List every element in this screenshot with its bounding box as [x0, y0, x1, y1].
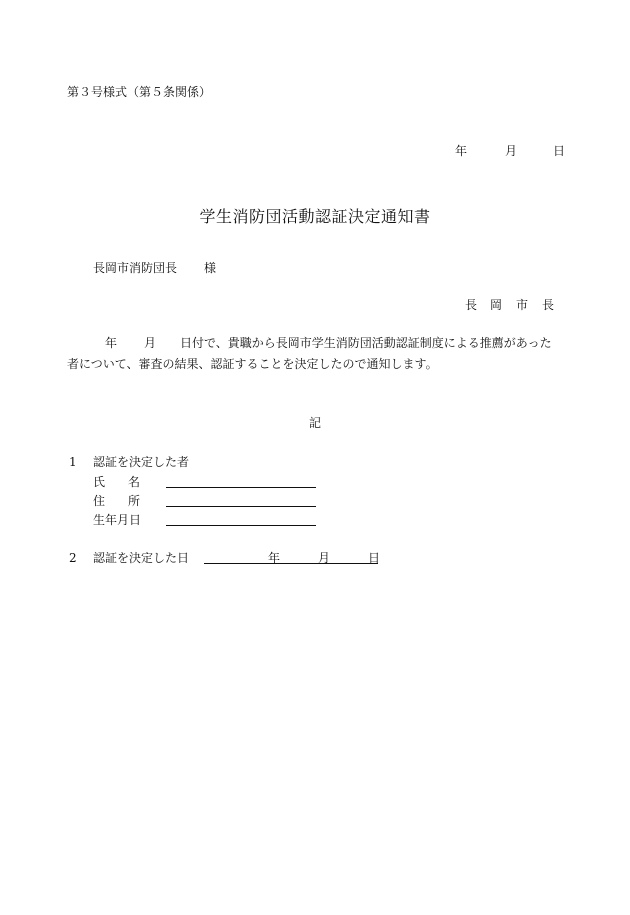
item-1-label: 認証を決定した者: [93, 455, 190, 469]
item-2-date-line: [204, 563, 378, 564]
body-line2: 者について、審査の結果、認証することを決定したので通知します。: [67, 357, 438, 371]
item-2-month: 月: [318, 551, 331, 565]
header-date-day: 日: [553, 144, 566, 158]
field-name-line: [166, 487, 316, 488]
header-date-year: 年: [455, 144, 468, 158]
body-line1: 日付で、貴職から長岡市学生消防団活動認証制度による推薦があった: [180, 336, 552, 350]
item-2-number: 2: [69, 551, 77, 565]
item-2-year: 年: [268, 551, 281, 565]
field-birthdate-line: [166, 525, 316, 526]
addressee-honorific: 様: [204, 261, 217, 275]
sender-char-3: 市: [516, 298, 529, 312]
item-2-label: 認証を決定した日: [93, 551, 190, 565]
item-1-number: 1: [69, 455, 77, 469]
field-address-label-a: 住: [93, 494, 106, 508]
field-name-label-a: 氏: [93, 475, 106, 489]
field-address-line: [166, 506, 316, 507]
body-month: 月: [144, 336, 157, 350]
field-birthdate-label: 生年月日: [93, 513, 142, 527]
sender-char-2: 岡: [490, 298, 503, 312]
body-year: 年: [105, 336, 118, 350]
document-title: 学生消防団活動認証決定通知書: [199, 207, 431, 226]
ki-heading: 記: [308, 416, 321, 430]
addressee-name: 長岡市消防団長: [93, 261, 178, 275]
field-name-label-b: 名: [128, 475, 141, 489]
field-address-label-b: 所: [128, 494, 141, 508]
sender-char-4: 長: [542, 298, 555, 312]
sender-char-1: 長: [465, 298, 478, 312]
header-date-month: 月: [505, 144, 518, 158]
item-2-day: 日: [368, 551, 381, 565]
form-label: 第３号様式（第５条関係）: [67, 85, 212, 99]
